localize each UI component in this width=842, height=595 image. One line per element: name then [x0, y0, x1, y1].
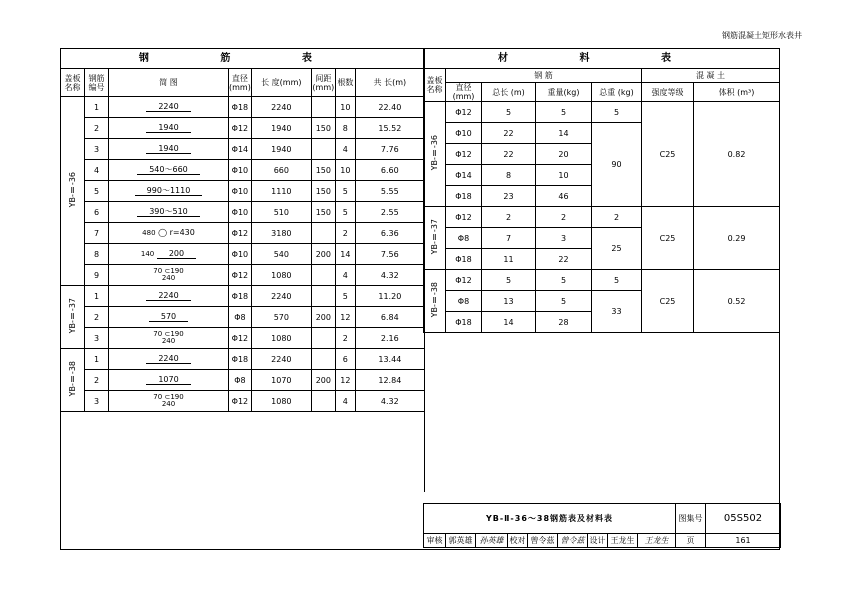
- rebar-dia: Φ10: [229, 160, 252, 181]
- rebar-count: 5: [335, 202, 355, 223]
- design-label: 设计: [588, 534, 608, 548]
- rebar-len: 1080: [251, 391, 311, 412]
- material-weight: 28: [536, 312, 592, 333]
- rebar-row: [61, 97, 425, 118]
- material-len: 22: [482, 144, 536, 165]
- straight-bar-sketch: 1940: [146, 144, 190, 154]
- rebar-total: 2.55: [355, 202, 424, 223]
- rebar-row: [61, 328, 425, 349]
- hook-dim-c: 240: [161, 337, 176, 345]
- col-total: 共 长(m): [355, 69, 424, 97]
- empty-area: [61, 412, 425, 492]
- rebar-no: 5: [85, 181, 109, 202]
- straight-bar-sketch: 570: [149, 312, 188, 322]
- rebar-row: [61, 391, 425, 412]
- rebar-no: 3: [85, 391, 109, 412]
- rebar-total: 4.32: [355, 265, 424, 286]
- hook-dim-a: 70: [153, 393, 163, 401]
- rebar-len: 510: [251, 202, 311, 223]
- rebar-sketch: [109, 160, 229, 181]
- rebar-count: 12: [335, 307, 355, 328]
- rebar-dia: Φ12: [229, 118, 252, 139]
- ring-or-stirrup-sketch: [141, 249, 196, 258]
- rebar-sketch: [109, 265, 229, 286]
- hook-bar-sketch: 70 ⊂190 240: [153, 330, 184, 345]
- document-header: 钢筋混凝土矩形水表井: [722, 31, 802, 40]
- reviewer-signature: 孙英雄: [476, 534, 508, 548]
- rebar-group-label: [61, 97, 85, 286]
- material-dia: Φ12: [446, 207, 482, 228]
- checker-name: 曾令茲: [528, 534, 558, 548]
- mcol-board: 盖板名称: [424, 69, 446, 102]
- material-weight: 14: [536, 123, 592, 144]
- rebar-no: 2: [85, 307, 109, 328]
- rebar-spacing: 150: [311, 181, 335, 202]
- rebar-count: 8: [335, 118, 355, 139]
- material-weight: 10: [536, 165, 592, 186]
- rebar-spacing: 150: [311, 160, 335, 181]
- material-group-label: [424, 102, 446, 207]
- material-len: 23: [482, 186, 536, 207]
- rebar-group-label: [61, 286, 85, 349]
- rebar-count: 5: [335, 286, 355, 307]
- material-weight: 46: [536, 186, 592, 207]
- rebar-no: 1: [85, 286, 109, 307]
- checker-signature: 曾令茲: [558, 534, 588, 548]
- col-count: 根数: [335, 69, 355, 97]
- rebar-dia: Φ18: [229, 97, 252, 118]
- straight-bar-sketch: 540～660: [137, 165, 200, 175]
- material-group-label: [424, 270, 446, 333]
- material-weight: 5: [536, 291, 592, 312]
- rebar-row: [61, 244, 425, 265]
- material-total-weight: 33: [592, 291, 642, 333]
- material-len: 14: [482, 312, 536, 333]
- material-len: 7: [482, 228, 536, 249]
- rebar-spacing: 150: [311, 202, 335, 223]
- col-sketch: 简 图: [109, 69, 229, 97]
- material-weight: 20: [536, 144, 592, 165]
- rebar-no: 2: [85, 370, 109, 391]
- straight-bar-sketch: 2240: [146, 291, 190, 301]
- hook-dim-a: 70: [153, 330, 163, 338]
- material-len: 22: [482, 123, 536, 144]
- mcol-len: 总长 (m): [482, 83, 536, 102]
- col-spacing: 间距(mm): [311, 69, 335, 97]
- rebar-no: 3: [85, 328, 109, 349]
- rebar-len: 2240: [251, 97, 311, 118]
- rebar-sketch: [109, 181, 229, 202]
- rebar-count: 4: [335, 265, 355, 286]
- atlas-label: 图集号: [676, 504, 706, 534]
- rebar-group-name: YB-Ⅱ-37: [68, 298, 77, 334]
- rebar-no: 3: [85, 139, 109, 160]
- rebar-spacing: [311, 97, 335, 118]
- hook-bar-sketch: 70 ⊂190 240: [153, 393, 184, 408]
- material-group-name: YB-Ⅱ-36: [430, 135, 439, 171]
- straight-bar-sketch: 2240: [146, 354, 190, 364]
- rebar-len: 1080: [251, 265, 311, 286]
- sketch-dim-1: 200: [157, 249, 196, 259]
- mcol-tot: 总重 (kg): [592, 83, 642, 102]
- rebar-len: 1080: [251, 328, 311, 349]
- rebar-dia: Φ12: [229, 265, 252, 286]
- review-label: 审核: [424, 534, 446, 548]
- concrete-grade: C25: [642, 270, 694, 333]
- material-dia: Φ12: [446, 144, 482, 165]
- rebar-dia: Φ10: [229, 244, 252, 265]
- sketch-dim-2: 480: [142, 229, 156, 237]
- material-total-first: 2: [592, 207, 642, 228]
- rebar-row: [61, 307, 425, 328]
- material-total-first: 5: [592, 270, 642, 291]
- rebar-spacing: [311, 223, 335, 244]
- drawing-title: YB-Ⅱ-36～38钢筋表及材料表: [424, 504, 676, 534]
- rebar-total: 22.40: [355, 97, 424, 118]
- material-dia: Φ18: [446, 249, 482, 270]
- rebar-dia: Φ18: [229, 349, 252, 370]
- col-len: 长 度(mm): [251, 69, 311, 97]
- mcol-vol: 体积 (m³): [694, 83, 780, 102]
- mcol-dia: 直径(mm): [446, 83, 482, 102]
- rebar-count: 6: [335, 349, 355, 370]
- rebar-len: 1070: [251, 370, 311, 391]
- rebar-no: 4: [85, 160, 109, 181]
- designer-signature: 王龙生: [638, 534, 676, 548]
- hook-dim-b: 190: [170, 330, 184, 338]
- rebar-dia: Φ8: [229, 307, 252, 328]
- rebar-row: [61, 160, 425, 181]
- rebar-sketch: [109, 307, 229, 328]
- concrete-grade: C25: [642, 207, 694, 270]
- rebar-row: [61, 223, 425, 244]
- rebar-row: [61, 202, 425, 223]
- rebar-sketch: [109, 118, 229, 139]
- rebar-sketch: [109, 244, 229, 265]
- rebar-sketch: [109, 391, 229, 412]
- rebar-total: 6.60: [355, 160, 424, 181]
- rebar-dia: Φ12: [229, 391, 252, 412]
- rebar-len: 660: [251, 160, 311, 181]
- rebar-len: 1940: [251, 139, 311, 160]
- material-group-name: YB-Ⅱ-38: [430, 282, 439, 318]
- rebar-total: 7.76: [355, 139, 424, 160]
- concrete-volume: 0.29: [694, 207, 780, 270]
- material-total-weight: 25: [592, 228, 642, 270]
- rebar-sketch: [109, 286, 229, 307]
- material-row: [424, 270, 780, 291]
- mcol-concrete: 混 凝 土: [642, 69, 780, 83]
- material-total-first: 5: [592, 102, 642, 123]
- rebar-count: 10: [335, 160, 355, 181]
- material-dia: Φ18: [446, 186, 482, 207]
- rebar-spacing: 200: [311, 244, 335, 265]
- material-dia: Φ8: [446, 228, 482, 249]
- straight-bar-sketch: 1940: [146, 123, 190, 133]
- rebar-row: [61, 349, 425, 370]
- rebar-spacing: [311, 349, 335, 370]
- material-len: 5: [482, 102, 536, 123]
- rebar-spacing: [311, 139, 335, 160]
- hook-dim-b: 190: [170, 267, 184, 275]
- rebar-total: 13.44: [355, 349, 424, 370]
- rebar-dia: Φ12: [229, 223, 252, 244]
- rebar-total: 6.36: [355, 223, 424, 244]
- rebar-no: 9: [85, 265, 109, 286]
- concrete-volume: 0.52: [694, 270, 780, 333]
- rebar-count: 10: [335, 97, 355, 118]
- rebar-spacing: 150: [311, 118, 335, 139]
- hook-dim-b: 190: [170, 393, 184, 401]
- rebar-len: 1940: [251, 118, 311, 139]
- mcol-grade: 强度等级: [642, 83, 694, 102]
- material-len: 8: [482, 165, 536, 186]
- col-no: 钢筋编号: [85, 69, 109, 97]
- page-label: 页: [676, 534, 706, 548]
- material-row: [424, 102, 780, 123]
- straight-bar-sketch: 390～510: [137, 207, 200, 217]
- material-dia: Φ14: [446, 165, 482, 186]
- check-label: 校对: [508, 534, 528, 548]
- rebar-len: 2240: [251, 286, 311, 307]
- material-group-label: [424, 207, 446, 270]
- rebar-sketch: [109, 202, 229, 223]
- rebar-count: 4: [335, 139, 355, 160]
- rebar-sketch: [109, 223, 229, 244]
- rebar-no: 2: [85, 118, 109, 139]
- rebar-no: 6: [85, 202, 109, 223]
- material-len: 13: [482, 291, 536, 312]
- material-dia: Φ18: [446, 312, 482, 333]
- rebar-no: 8: [85, 244, 109, 265]
- material-total-weight: 90: [592, 123, 642, 207]
- rebar-table: [60, 48, 425, 492]
- material-weight: 2: [536, 207, 592, 228]
- rebar-len: 1110: [251, 181, 311, 202]
- rebar-no: 7: [85, 223, 109, 244]
- straight-bar-sketch: 1070: [146, 375, 190, 385]
- rebar-count: 12: [335, 370, 355, 391]
- rebar-no: 1: [85, 349, 109, 370]
- concrete-volume: 0.82: [694, 102, 780, 207]
- rebar-sketch: [109, 139, 229, 160]
- concrete-grade: C25: [642, 102, 694, 207]
- material-weight: 5: [536, 270, 592, 291]
- rebar-spacing: 200: [311, 307, 335, 328]
- page-number: 161: [706, 534, 781, 548]
- rebar-row: [61, 181, 425, 202]
- material-table: [423, 48, 780, 333]
- sketch-dim-2: 140: [140, 250, 155, 258]
- rebar-len: 570: [251, 307, 311, 328]
- material-weight: 5: [536, 102, 592, 123]
- rebar-dia: Φ10: [229, 181, 252, 202]
- rebar-count: 5: [335, 181, 355, 202]
- designer-name: 王龙生: [608, 534, 638, 548]
- rebar-total: 5.55: [355, 181, 424, 202]
- rebar-sketch: [109, 328, 229, 349]
- rebar-group-label: [61, 349, 85, 412]
- col-board: 盖板名称: [61, 69, 85, 97]
- hook-bar-sketch: 70 ⊂190 240: [153, 267, 184, 282]
- col-dia: 直径(mm): [229, 69, 252, 97]
- rebar-row: [61, 370, 425, 391]
- rebar-total: 4.32: [355, 391, 424, 412]
- material-weight: 22: [536, 249, 592, 270]
- rebar-len: 540: [251, 244, 311, 265]
- rebar-len: 2240: [251, 349, 311, 370]
- rebar-len: 3180: [251, 223, 311, 244]
- straight-bar-sketch: 990～1110: [135, 186, 203, 196]
- rebar-row: [61, 265, 425, 286]
- title-block: [423, 503, 781, 548]
- rebar-group-name: YB-Ⅱ-36: [68, 172, 77, 208]
- mcol-steel: 钢 筋: [446, 69, 642, 83]
- rebar-dia: Φ10: [229, 202, 252, 223]
- material-table-title: 材 料 表: [424, 49, 780, 69]
- rebar-count: 14: [335, 244, 355, 265]
- rebar-sketch: [109, 370, 229, 391]
- rebar-group-name: YB-Ⅱ-38: [68, 361, 77, 397]
- rebar-spacing: [311, 391, 335, 412]
- material-dia: Φ12: [446, 102, 482, 123]
- material-row: [424, 207, 780, 228]
- material-dia: Φ10: [446, 123, 482, 144]
- rebar-table-title: 钢 筋 表: [61, 49, 425, 69]
- rebar-total: 15.52: [355, 118, 424, 139]
- rebar-total: 6.84: [355, 307, 424, 328]
- rebar-total: 7.56: [355, 244, 424, 265]
- rebar-count: 2: [335, 328, 355, 349]
- rebar-spacing: 200: [311, 370, 335, 391]
- rebar-dia: Φ12: [229, 328, 252, 349]
- rebar-no: 1: [85, 97, 109, 118]
- rebar-spacing: [311, 328, 335, 349]
- rebar-sketch: [109, 97, 229, 118]
- material-len: 5: [482, 270, 536, 291]
- straight-bar-sketch: 2240: [146, 102, 190, 112]
- ring-or-stirrup-sketch: 480 ◯ r=430: [142, 228, 195, 237]
- material-len: 11: [482, 249, 536, 270]
- hook-dim-a: 70: [153, 267, 163, 275]
- atlas-number: 05S502: [706, 504, 781, 534]
- rebar-sketch: [109, 349, 229, 370]
- material-dia: Φ8: [446, 291, 482, 312]
- material-group-name: YB-Ⅱ-37: [430, 219, 439, 255]
- rebar-spacing: [311, 265, 335, 286]
- material-len: 2: [482, 207, 536, 228]
- hook-dim-c: 240: [161, 400, 176, 408]
- rebar-row: [61, 139, 425, 160]
- material-dia: Φ12: [446, 270, 482, 291]
- rebar-dia: Φ8: [229, 370, 252, 391]
- rebar-row: [61, 286, 425, 307]
- mcol-wt: 重量(kg): [536, 83, 592, 102]
- rebar-count: 4: [335, 391, 355, 412]
- rebar-total: 12.84: [355, 370, 424, 391]
- rebar-total: 2.16: [355, 328, 424, 349]
- rebar-row: [61, 118, 425, 139]
- rebar-dia: Φ18: [229, 286, 252, 307]
- hook-dim-c: 240: [161, 274, 176, 282]
- rebar-total: 11.20: [355, 286, 424, 307]
- reviewer-name: 郭英雄: [446, 534, 476, 548]
- rebar-spacing: [311, 286, 335, 307]
- rebar-dia: Φ14: [229, 139, 252, 160]
- material-weight: 3: [536, 228, 592, 249]
- rebar-count: 2: [335, 223, 355, 244]
- sketch-dim-1: r=430: [169, 228, 195, 237]
